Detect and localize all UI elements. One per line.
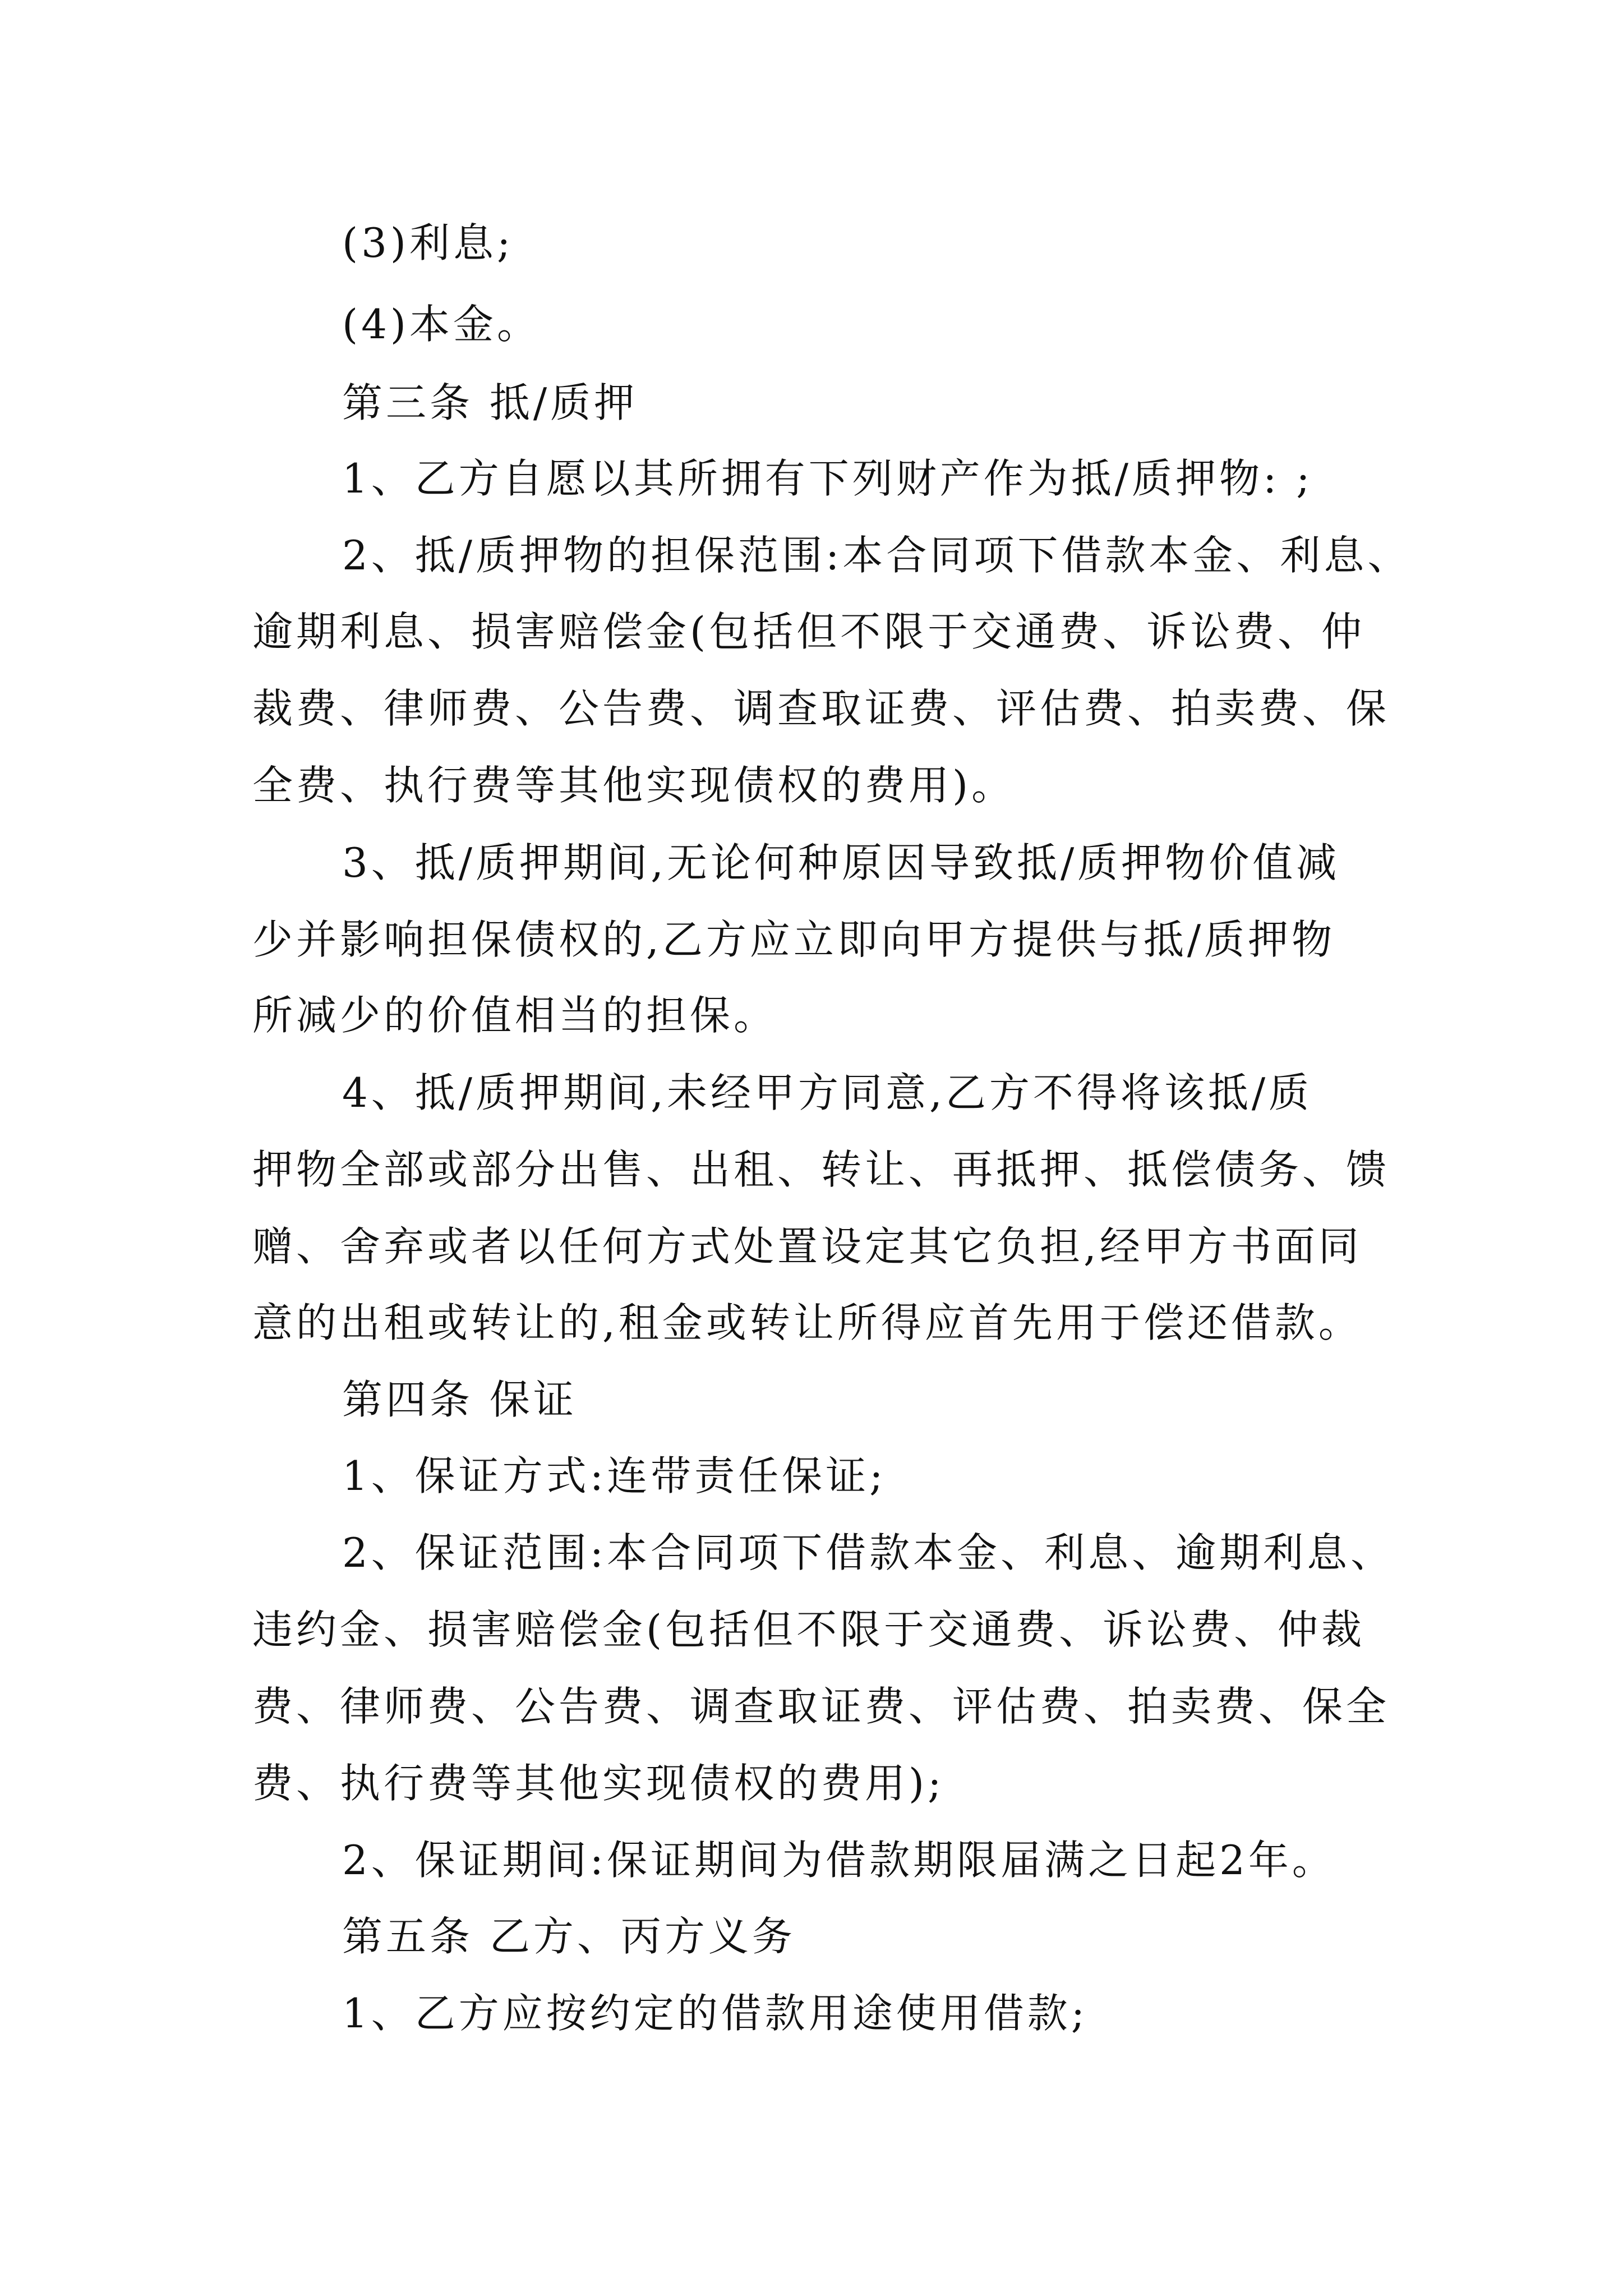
paragraph-line: 押物全部或部分出售、出租、转让、再抵押、抵偿债务、馈 <box>252 1146 1390 1193</box>
paragraph-line: 2、保证范围:本合同项下借款本金、利息、逾期利息、 <box>342 1529 1395 1576</box>
paragraph-line: 1、乙方自愿以其所拥有下列财产作为抵/质押物: ; <box>342 455 1313 502</box>
paragraph-line: 费、律师费、公告费、调查取证费、评估费、拍卖费、保全 <box>252 1683 1390 1730</box>
article-4-heading: 第四条 保证 <box>342 1376 577 1423</box>
paragraph-line: 少并影响担保债权的,乙方应立即向甲方提供与抵/质押物 <box>252 916 1336 963</box>
list-item-principal: (4)本金。 <box>342 301 541 348</box>
paragraph-line: 3、抵/质押期间,无论何种原因导致抵/质押物价值减 <box>342 839 1340 886</box>
paragraph-line: 违约金、损害赔偿金(包括但不限于交通费、诉讼费、仲裁 <box>252 1606 1366 1653</box>
paragraph-line: 赠、舍弃或者以任何方式处置设定其它负担,经甲方书面同 <box>252 1223 1362 1270</box>
paragraph-line: 1、乙方应按约定的借款用途使用借款; <box>342 1990 1089 2037</box>
paragraph-line: 全费、执行费等其他实现债权的费用)。 <box>252 762 1016 809</box>
article-3-heading: 第三条 抵/质押 <box>342 379 638 426</box>
paragraph-line: 2、保证期间:保证期间为借款期限届满之日起2年。 <box>342 1837 1336 1884</box>
paragraph-line: 意的出租或转让的,租金或转让所得应首先用于偿还借款。 <box>252 1299 1362 1346</box>
paragraph-line: 所减少的价值相当的担保。 <box>252 992 778 1039</box>
paragraph-line: 逾期利息、损害赔偿金(包括但不限于交通费、诉讼费、仲 <box>252 608 1366 655</box>
paragraph-line: 1、保证方式:连带责任保证; <box>342 1452 887 1499</box>
paragraph-line: 费、执行费等其他实现债权的费用); <box>252 1760 945 1807</box>
paragraph-line: 2、抵/质押物的担保范围:本合同项下借款本金、利息、 <box>342 532 1412 579</box>
article-5-heading: 第五条 乙方、丙方义务 <box>342 1913 796 1960</box>
paragraph-line: 裁费、律师费、公告费、调查取证费、评估费、拍卖费、保 <box>252 685 1390 732</box>
paragraph-line: 4、抵/质押期间,未经甲方同意,乙方不得将该抵/质 <box>342 1069 1313 1116</box>
list-item-interest: (3)利息; <box>342 219 514 266</box>
